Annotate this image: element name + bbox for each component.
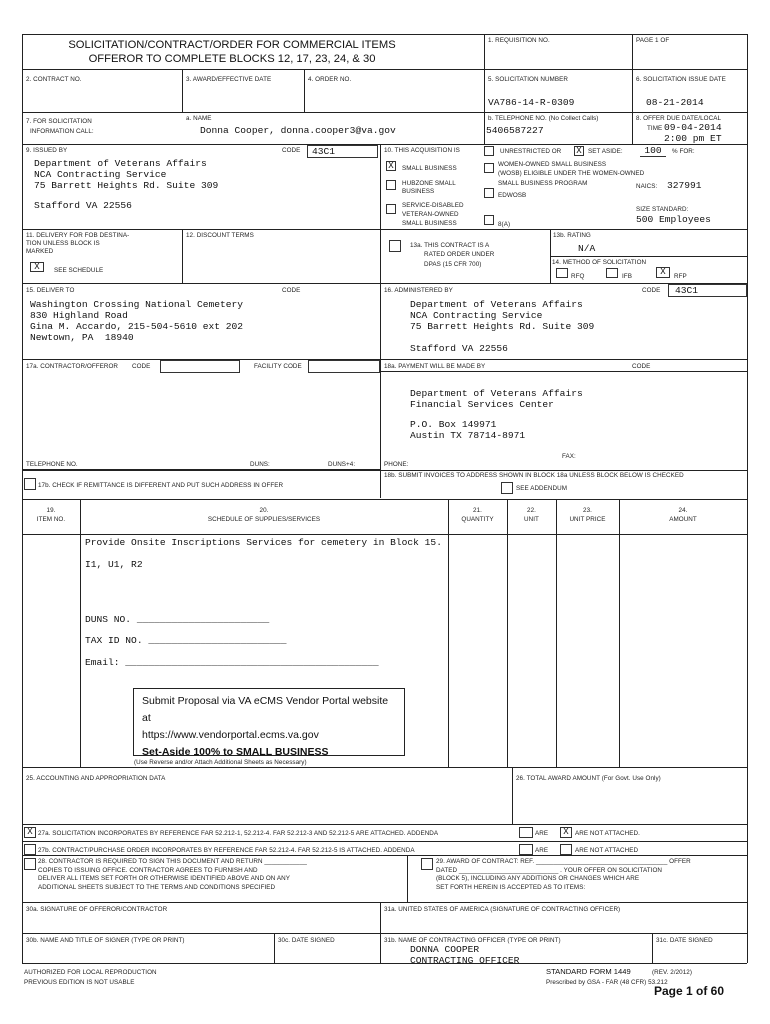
- edwosb-checkbox[interactable]: [484, 188, 494, 198]
- size-standard[interactable]: 500 Employees: [636, 214, 711, 225]
- see-addendum-label: SEE ADDENDUM: [516, 485, 567, 492]
- col-unit-price-num: 23.: [583, 507, 592, 514]
- hubzone-label-2: BUSINESS: [402, 188, 435, 195]
- delivery-fob-label-3: MARKED: [26, 248, 54, 255]
- see-schedule-checkbox[interactable]: X: [30, 262, 44, 272]
- rated-order-label-1: 13a. THIS CONTRACT IS A: [410, 242, 490, 249]
- order-no-label: 4. ORDER NO.: [308, 76, 352, 83]
- wosb-checkbox[interactable]: [484, 163, 494, 173]
- award-date-label: 3. AWARD/EFFECTIVE DATE: [186, 76, 272, 83]
- set-aside-notice: Set-Aside 100% to SMALL BUSINESS: [142, 746, 329, 758]
- telephone-label: b. TELEPHONE NO. (No Collect Calls): [488, 115, 599, 122]
- email-line[interactable]: Email: ____________________________________________: [85, 657, 379, 668]
- 27a-are-label: ARE: [535, 830, 549, 837]
- col-amount-num: 24.: [678, 507, 688, 514]
- rated-order-checkbox[interactable]: [389, 240, 401, 252]
- issued-code-label: CODE: [282, 147, 301, 154]
- sdvosb-label-1: SERVICE-DISABLED: [402, 202, 464, 209]
- rated-order-label-2: RATED ORDER UNDER: [424, 251, 495, 258]
- wosb-label-1: WOMEN-OWNED SMALL BUSINESS: [498, 161, 607, 168]
- issued-by-label: 9. ISSUED BY: [26, 147, 68, 154]
- rfp-checkbox[interactable]: X: [656, 267, 670, 278]
- unrestricted-checkbox[interactable]: [484, 146, 494, 156]
- 27b-are-checkbox[interactable]: [519, 844, 533, 855]
- proposal-notice-line1: Submit Proposal via VA eCMS Vendor Portal website at: [142, 695, 389, 724]
- duns4-label: DUNS+4:: [328, 461, 356, 468]
- delivery-fob-label-1: 11. DELIVERY FOR FOB DESTINA-: [26, 232, 130, 239]
- requisition-no-label: 1. REQUISITION NO.: [488, 37, 550, 44]
- time-label: TIME: [647, 125, 663, 132]
- wosb-label-2: (WOSB) ELIGIBLE UNDER THE WOMEN-OWNED: [498, 170, 645, 177]
- solicitation-number-label: 5. SOLICITATION NUMBER: [488, 76, 568, 83]
- sdvosb-label-2: VETERAN-OWNED: [402, 211, 459, 218]
- 27b-checkbox[interactable]: [24, 844, 36, 855]
- offer-due-time[interactable]: 2:00 pm ET: [664, 133, 722, 144]
- contracting-officer-title: CONTRACTING OFFICER: [410, 955, 520, 966]
- accounting-label: 25. ACCOUNTING AND APPROPRIATION DATA: [26, 775, 166, 782]
- footer-previous-edition: PREVIOUS EDITION IS NOT USABLE: [24, 979, 135, 986]
- schedule-line-2: I1, U1, R2: [85, 559, 143, 570]
- payment-code-label: CODE: [632, 363, 651, 370]
- 27b-are-label: ARE: [535, 847, 549, 854]
- remittance-label: 17b. CHECK IF REMITTANCE IS DIFFERENT AND PUT SUCH ADDRESS IN OFFER: [38, 482, 284, 489]
- offeror-signature-label: 30a. SIGNATURE OF OFFEROR/CONTRACTOR: [26, 906, 168, 913]
- ifb-label: IFB: [622, 273, 632, 280]
- duns-line[interactable]: DUNS NO. _______________________: [85, 614, 270, 625]
- 27a-are-not-label: ARE NOT ATTACHED.: [575, 830, 640, 837]
- sdvosb-checkbox[interactable]: [386, 204, 396, 214]
- info-call-label: INFORMATION CALL:: [30, 128, 94, 135]
- col-item-num: 19.: [46, 507, 56, 514]
- form-number: STANDARD FORM 1449: [546, 967, 631, 976]
- deliver-to-label: 15. DELIVER TO: [26, 287, 75, 294]
- percent-for-label: % FOR:: [672, 148, 695, 155]
- payment-by-label: 18a. PAYMENT WILL BE MADE BY: [384, 363, 486, 370]
- reverse-note: (Use Reverse and/or Attach Additional Sheets as Necessary): [134, 759, 307, 766]
- contract-no-label: 2. CONTRACT NO.: [26, 76, 82, 83]
- wosb-label-3: SMALL BUSINESS PROGRAM: [498, 180, 588, 187]
- telephone-number[interactable]: 5406587227: [486, 125, 544, 136]
- col-item-no: ITEM NO.: [36, 516, 66, 523]
- 27a-are-checkbox[interactable]: [519, 827, 533, 838]
- tax-id-line[interactable]: TAX ID NO. ________________________: [85, 635, 287, 646]
- 27a-are-not-checkbox[interactable]: X: [560, 827, 572, 838]
- deliver-code-label: CODE: [282, 287, 301, 294]
- page-number: Page 1 of 60: [654, 984, 725, 998]
- contractor-code-label: CODE: [132, 363, 151, 370]
- submit-invoices-label: 18b. SUBMIT INVOICES TO ADDRESS SHOWN IN BLOCK 18a UNLESS BLOCK BELOW IS CHECKED: [384, 472, 684, 479]
- administered-by-label: 16. ADMINISTERED BY: [384, 287, 453, 294]
- form-title-line1: SOLICITATION/CONTRACT/ORDER FOR COMMERCIAL ITEMS: [68, 39, 396, 51]
- duns-label: DUNS:: [250, 461, 270, 468]
- solicitation-number[interactable]: VA786-14-R-0309: [488, 97, 575, 108]
- rated-order-label-3: DPAS (15 CFR 700): [424, 261, 482, 268]
- eight-a-checkbox[interactable]: [484, 215, 494, 225]
- delivery-fob-label-2: TION UNLESS BLOCK IS: [26, 240, 100, 247]
- proposal-notice-box: [133, 688, 405, 756]
- footer-reproduction: AUTHORIZED FOR LOCAL REPRODUCTION: [24, 969, 157, 976]
- proposal-notice-url[interactable]: https://www.vendorportal.ecms.va.gov: [142, 729, 319, 741]
- col-schedule: SCHEDULE OF SUPPLIES/SERVICES: [207, 516, 321, 523]
- 27a-label: 27a. SOLICITATION INCORPORATES BY REFERENCE FAR 52.212-1, 52.212-4. FAR 52.212-3 AND 52.212-5 ARE ATTACHED. ADDENDA: [38, 830, 439, 837]
- offer-due-label: 8. OFFER DUE DATE/LOCAL: [636, 115, 722, 122]
- set-aside-label: SET ASIDE:: [588, 148, 623, 155]
- facility-code-label: FACILITY CODE: [254, 363, 302, 370]
- 29-text: 29. AWARD OF CONTRACT: REF. _____________________________________ OFFER DATED ____________________________ . YOUR OFFER ON SOLICITATION (BLOCK 5), INCLUDING ANY ADDITIONS OR CHANGES WHICH ARE SET FORTH HEREIN IS ACCEPTED AS TO ITEMS:: [436, 858, 691, 891]
- fax-label: FAX:: [562, 453, 576, 460]
- admin-code-field[interactable]: 43C1: [668, 284, 747, 297]
- col-unit: UNIT: [524, 516, 539, 523]
- form-title: [22, 38, 442, 66]
- name-label: a. NAME: [186, 115, 212, 122]
- deliver-to-address: Washington Crossing National Cemetery 830 Highland Road Gina M. Accardo, 215-504-5610 ext 202 Newtown, PA 18940: [30, 299, 244, 343]
- edwosb-label: EDWOSB: [498, 192, 527, 199]
- eight-a-label: 8(A): [498, 221, 511, 228]
- contact-name[interactable]: Donna Cooper, donna.cooper3@va.gov: [200, 125, 396, 136]
- officer-date-label: 31c. DATE SIGNED: [656, 937, 713, 944]
- rfp-label: RFP: [674, 273, 687, 280]
- 27b-are-not-label: ARE NOT ATTACHED: [575, 847, 639, 854]
- set-aside-checkbox[interactable]: X: [574, 146, 584, 156]
- issued-by-address: Department of Veterans Affairs NCA Contracting Service 75 Barrett Heights Rd. Suite 309 Stafford VA 22556: [34, 158, 219, 211]
- hubzone-label-1: HUBZONE SMALL: [402, 180, 456, 187]
- method-label: 14. METHOD OF SOLICITATION: [552, 259, 647, 266]
- offeror-date-label: 30c. DATE SIGNED: [278, 937, 335, 944]
- col-schedule-num: 20.: [259, 507, 269, 514]
- col-amount: AMOUNT: [669, 516, 697, 523]
- issue-date-label: 6. SOLICITATION ISSUE DATE: [636, 76, 726, 83]
- issued-code-field[interactable]: 43C1: [307, 145, 378, 158]
- rating-value[interactable]: N/A: [578, 243, 596, 254]
- 29-checkbox[interactable]: [421, 858, 433, 870]
- 27b-label: 27b. CONTRACT/PURCHASE ORDER INCORPORATES BY REFERENCE FAR 52.212-4. FAR 52.212-5 IS ATTACHED. ADDENDA: [38, 847, 415, 854]
- 27b-are-not-checkbox[interactable]: [560, 844, 572, 855]
- sdvosb-label-3: SMALL BUSINESS: [402, 220, 457, 227]
- prescribed-by: Prescribed by GSA - FAR (48 CFR) 53.212: [546, 979, 668, 986]
- see-schedule-label: SEE SCHEDULE: [54, 267, 104, 274]
- col-unit-price: UNIT PRICE: [569, 516, 606, 523]
- page-of-label: PAGE 1 OF: [636, 37, 670, 44]
- small-business-checkbox[interactable]: X: [386, 161, 396, 171]
- rating-label: 13b. RATING: [553, 232, 591, 239]
- for-solicitation-label: 7. FOR SOLICITATION: [26, 118, 92, 125]
- col-unit-num: 22.: [527, 507, 536, 514]
- see-addendum-checkbox[interactable]: [501, 482, 513, 494]
- telephone-no-label: TELEPHONE NO.: [26, 461, 78, 468]
- offer-due-date[interactable]: 09-04-2014: [664, 122, 722, 133]
- admin-code-label: CODE: [642, 287, 661, 294]
- administered-by-address: Department of Veterans Affairs NCA Contracting Service 75 Barrett Heights Rd. Suite 309 Stafford VA 22556: [410, 299, 595, 354]
- contractor-code-field[interactable]: [160, 360, 240, 373]
- phone-label: PHONE:: [384, 461, 409, 468]
- ifb-checkbox[interactable]: [606, 268, 618, 278]
- col-quantity-num: 21.: [473, 507, 482, 514]
- discount-terms-label: 12. DISCOUNT TERMS: [186, 232, 254, 239]
- contractor-label: 17a. CONTRACTOR/OFFEROR: [26, 363, 118, 370]
- set-aside-percent[interactable]: 100: [640, 145, 666, 157]
- acquisition-label: 10. THIS ACQUISITION IS: [384, 147, 460, 154]
- total-award-label: 26. TOTAL AWARD AMOUNT (For Govt. Use Only): [516, 775, 661, 782]
- usa-signature-label: 31a. UNITED STATES OF AMERICA (SIGNATURE OF CONTRACTING OFFICER): [384, 906, 621, 913]
- unrestricted-label: UNRESTRICTED OR: [500, 148, 562, 155]
- form-title-line2: OFFEROR TO COMPLETE BLOCKS 12, 17, 23, 24, & 30: [88, 53, 376, 65]
- rfq-label: RFQ: [571, 273, 585, 280]
- form-revision: (REV. 2/2012): [652, 969, 692, 976]
- payment-address: Department of Veterans Affairs Financial Services Center P.O. Box 149971 Austin TX 78714-8971: [410, 388, 583, 441]
- contracting-officer-label: 31b. NAME OF CONTRACTING OFFICER (TYPE OR PRINT): [384, 937, 561, 944]
- remittance-checkbox[interactable]: [24, 478, 36, 490]
- signer-name-label: 30b. NAME AND TITLE OF SIGNER (TYPE OR PRINT): [26, 937, 185, 944]
- naics-code[interactable]: 327991: [667, 180, 702, 191]
- rfq-checkbox[interactable]: [556, 268, 568, 278]
- facility-code-field[interactable]: [308, 360, 380, 373]
- issue-date[interactable]: 08-21-2014: [646, 97, 704, 108]
- 28-text: 28. CONTRACTOR IS REQUIRED TO SIGN THIS DOCUMENT AND RETURN ____________ COPIES TO ISSUING OFFICE. CONTRACTOR AGREES TO FURNISH AND DELIVER ALL ITEMS SET FORTH OR OTHERWISE IDENTIFIED ABOVE AND ON ANY ADDITIONAL SHEETS SUBJECT TO THE TERMS AND CONDITIONS SPECIFIED: [38, 858, 307, 891]
- small-business-label: SMALL BUSINESS: [402, 165, 457, 172]
- naics-label: NAICS:: [636, 183, 658, 190]
- col-quantity: QUANTITY: [461, 516, 494, 523]
- 27a-checkbox[interactable]: X: [24, 827, 36, 838]
- size-standard-label: SIZE STANDARD:: [636, 206, 689, 213]
- 28-checkbox[interactable]: [24, 858, 36, 870]
- schedule-line-1: Provide Onsite Inscriptions Services for cemetery in Block 15.: [85, 537, 442, 548]
- contracting-officer-name: DONNA COOPER: [410, 944, 480, 955]
- hubzone-checkbox[interactable]: [386, 180, 396, 190]
